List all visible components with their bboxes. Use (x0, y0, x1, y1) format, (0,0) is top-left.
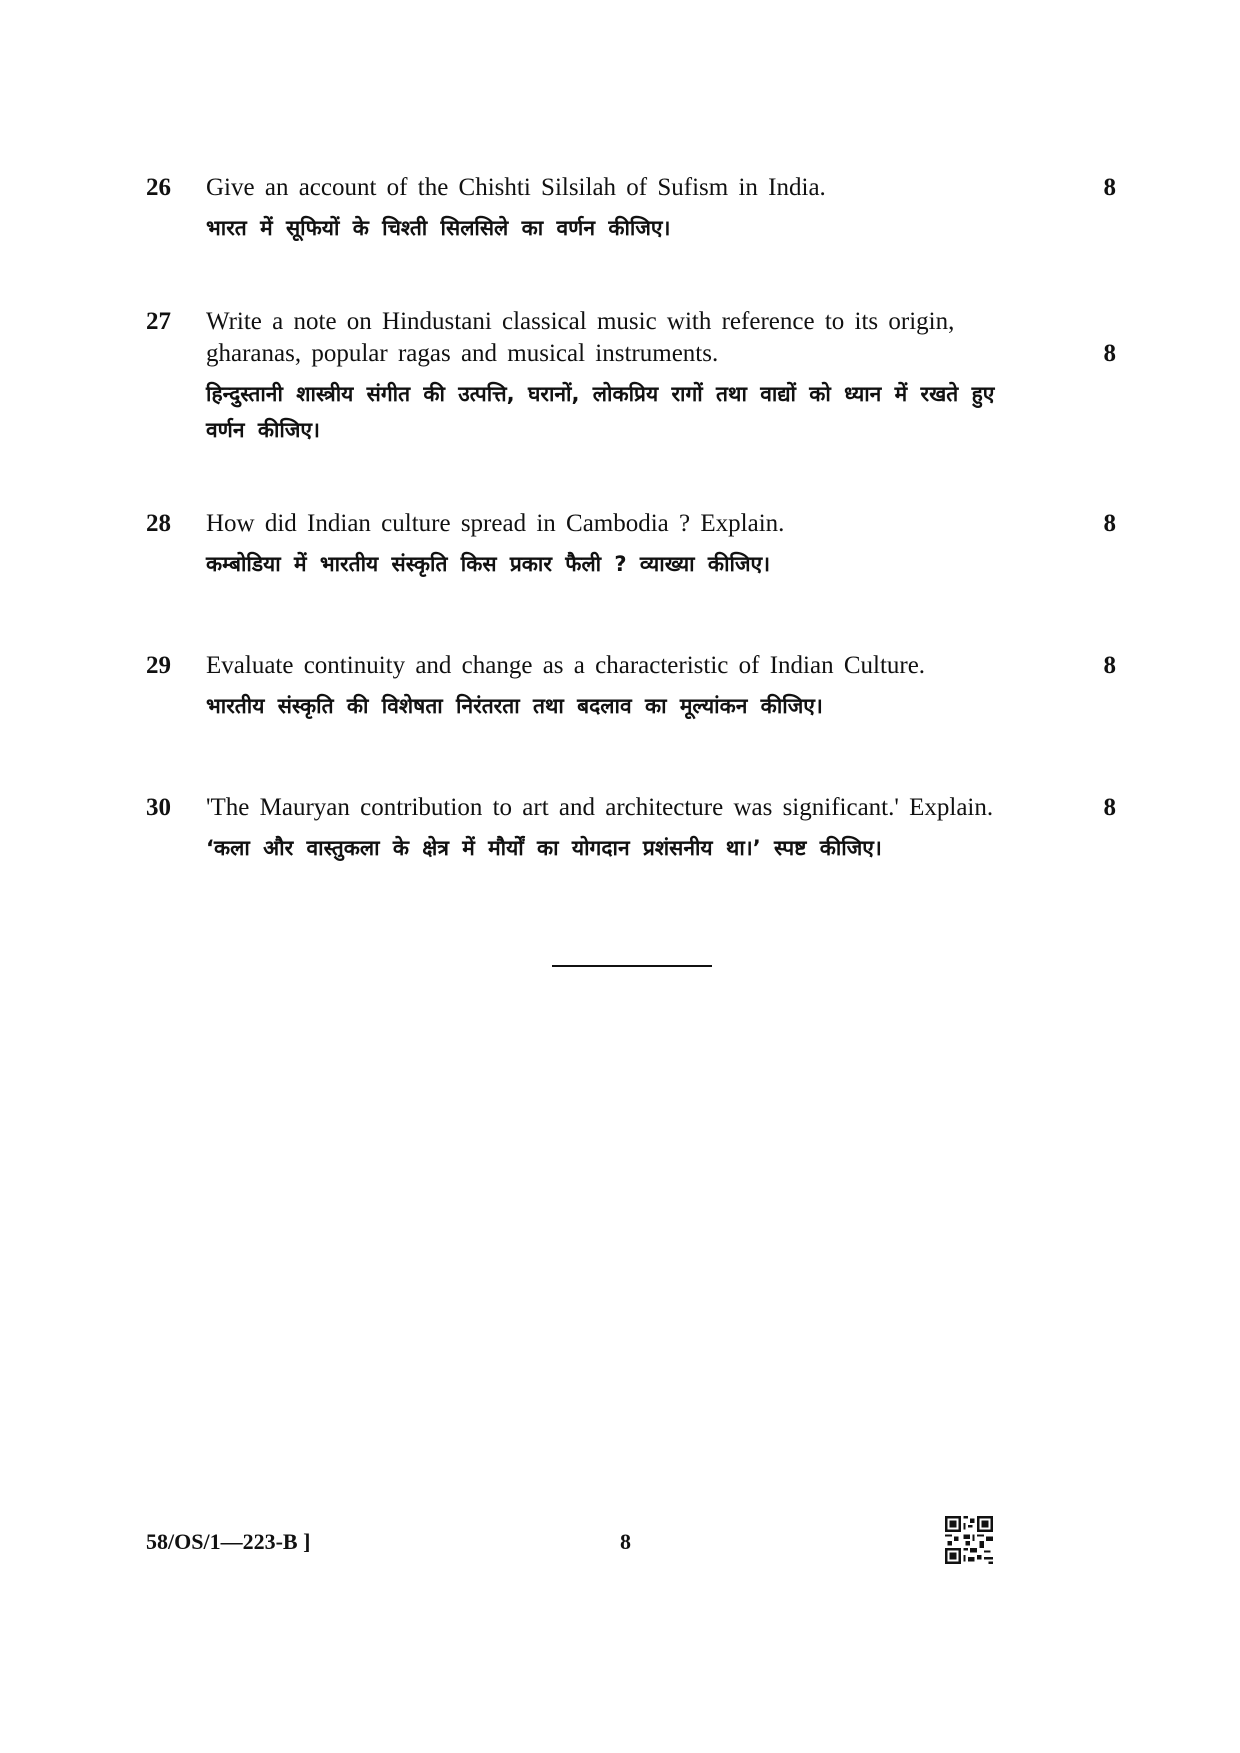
question-text-english: Write a note on Hindustani classical music with reference to its origin, gharanas, popular ragas and musical instruments. (206, 308, 955, 367)
question-marks: 8 (1103, 340, 1116, 367)
paper-code: 58/OS/1—223-B ] (146, 1529, 311, 1554)
question-marks: 8 (1103, 794, 1116, 821)
question-text-english: 'The Mauryan contribution to art and architecture was significant.' Explain. (206, 794, 994, 821)
question-body (206, 306, 1036, 448)
question-text-hindi: भारत में सूफियों के चिश्ती सिलसिले का वर्णन कीजिए। (206, 216, 671, 240)
question-text-english: How did Indian culture spread in Cambodia ? Explain. (206, 510, 785, 537)
question-body (206, 650, 1036, 724)
question-number: 28 (146, 510, 171, 537)
end-of-paper-rule (552, 965, 712, 967)
question-body (206, 172, 1036, 246)
question-number: 27 (146, 308, 171, 335)
question-text-hindi: ‘कला और वास्तुकला के क्षेत्र में मौर्यों का योगदान प्रशंसनीय था।’ स्पष्ट कीजिए। (206, 836, 882, 860)
question-number: 29 (146, 652, 171, 679)
question-body (206, 508, 1036, 582)
question-marks: 8 (1103, 174, 1116, 201)
question-text-english: Give an account of the Chishti Silsilah of Sufism in India. (206, 174, 826, 201)
question-body (206, 792, 1036, 866)
question-text-english: Evaluate continuity and change as a characteristic of Indian Culture. (206, 652, 926, 679)
question-number: 30 (146, 794, 171, 821)
question-text-hindi: हिन्दुस्तानी शास्त्रीय संगीत की उत्पत्ति, घरानों, लोकप्रिय रागों तथा वाद्यों को ध्यान में रखते हुए वर्णन कीजिए। (206, 382, 995, 442)
question-number: 26 (146, 174, 171, 201)
question-marks: 8 (1103, 652, 1116, 679)
question-text-hindi: भारतीय संस्कृति की विशेषता निरंतरता तथा बदलाव का मूल्यांकन कीजिए। (206, 694, 823, 718)
question-text-hindi: कम्बोडिया में भारतीय संस्कृति किस प्रकार फैली ? व्याख्या कीजिए। (206, 552, 771, 576)
question-marks: 8 (1103, 510, 1116, 537)
page-number: 8 (620, 1529, 631, 1554)
qr-code-icon (945, 1516, 993, 1564)
